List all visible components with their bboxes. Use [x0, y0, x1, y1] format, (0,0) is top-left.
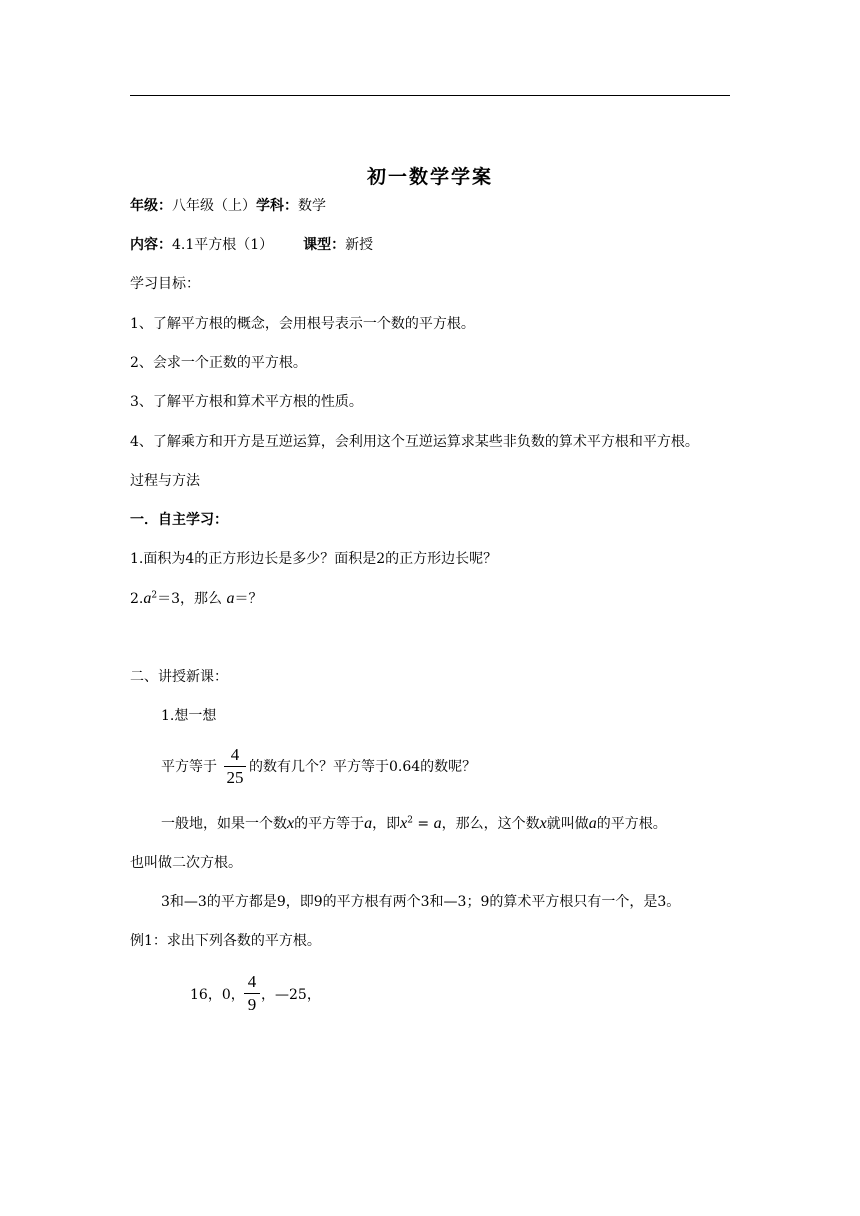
content-line: [130, 235, 373, 255]
grade-value: 八年级（上）: [172, 198, 256, 214]
goal-item: 4、了解乘方和开方是互逆运算，会利用这个互逆运算求某些非负数的算术平方根和平方根。: [130, 434, 699, 450]
definition-line: 一般地，如果一个数x的平方等于a，即$x^2 = a$，那么，这个数x就叫做a的平方根。: [161, 815, 667, 832]
grade-label: 年级：: [130, 198, 172, 214]
goal-item: 1、了解平方根的概念，会用根号表示一个数的平方根。: [130, 316, 475, 332]
page-title: 初一数学学案: [366, 166, 493, 188]
subject-label: 学科：: [256, 198, 298, 214]
example1-items-a: 16，0，: [190, 987, 245, 1003]
header-rule: [130, 95, 730, 96]
content-value: 4.1平方根（1）: [172, 237, 274, 253]
variable-a: a: [226, 590, 235, 607]
definition-line-2: 也叫做二次方根。: [130, 855, 242, 871]
content-label: 内容：: [130, 237, 172, 253]
question-2: $2.a^2=3$，那么 a＝？: [130, 590, 263, 607]
type-label: 课型：: [303, 237, 346, 253]
variable-a: a: [143, 590, 152, 607]
fraction-4-25: 4 25: [224, 745, 246, 788]
section2-heading: 二、讲授新课：: [130, 669, 228, 685]
section1-heading: 一．自主学习：: [130, 512, 228, 528]
grade-line: [130, 196, 326, 216]
question-1: 1.面积为4的正方形边长是多少？面积是2的正方形边长呢？: [130, 551, 498, 567]
example1-heading: 例1：求出下列各数的平方根。: [130, 933, 321, 949]
goals-heading: 学习目标：: [130, 276, 200, 292]
type-value: 新授: [345, 237, 374, 253]
think-suffix: 的数有几个？平方等于0.64的数呢？: [249, 759, 477, 775]
subsection-think: 1.想一想: [161, 708, 217, 724]
fraction-4-9: 4 9: [244, 972, 260, 1015]
goal-item: 3、了解平方根和算术平方根的性质。: [130, 394, 363, 410]
goal-item: 2、会求一个正数的平方根。: [130, 355, 307, 371]
subject-value: 数学: [298, 198, 326, 214]
example1-items-b: ，—25，: [261, 987, 321, 1003]
example-text: 3和—3的平方都是9，即9的平方根有两个3和—3；9的算术平方根只有一个，是3。: [161, 894, 681, 910]
process-heading: 过程与方法: [130, 473, 200, 489]
exponent: 2: [151, 590, 158, 601]
think-prefix: 平方等于: [161, 759, 217, 775]
